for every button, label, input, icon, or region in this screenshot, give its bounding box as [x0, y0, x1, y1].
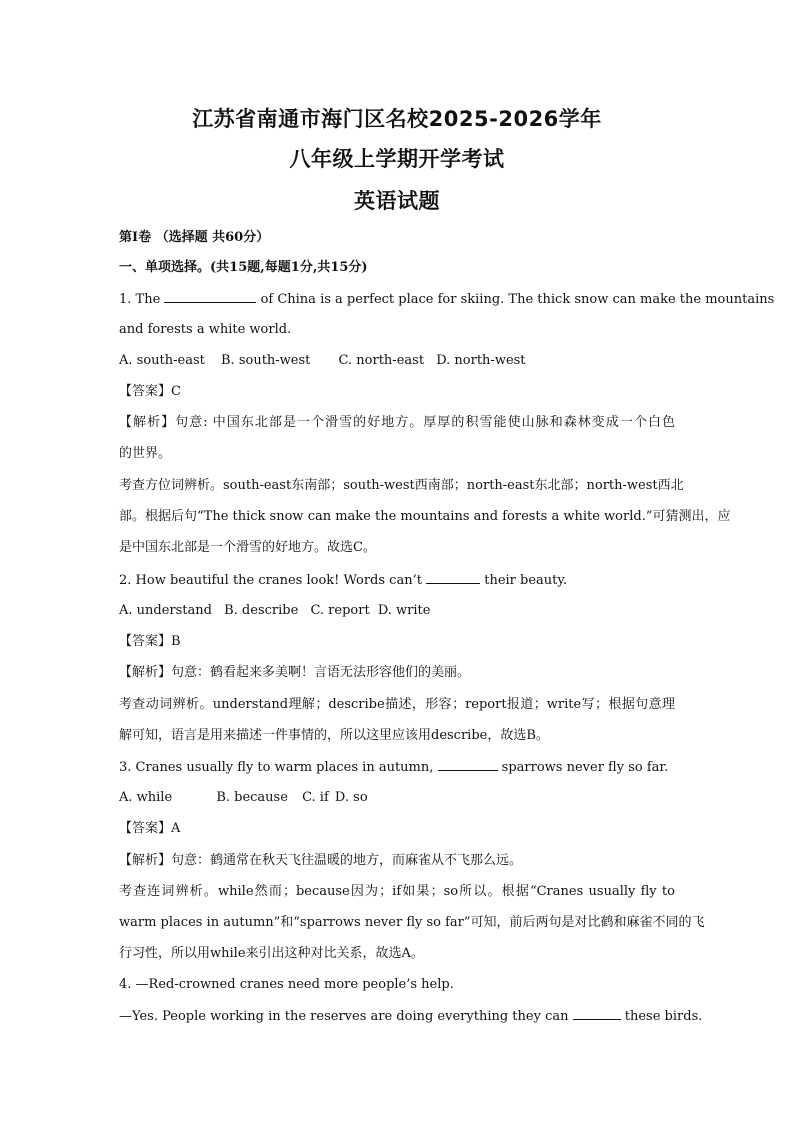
question-2-options: [119, 602, 675, 620]
question-2-stem-pre: 2. How beautiful the cranes look! Words can’t: [119, 573, 422, 588]
question-3-analysis-line-4: 行习性，所以用while来引出这种对比关系，故选A。: [119, 946, 424, 961]
document-title-line-3: 英语试题: [354, 189, 440, 213]
document-title-line-2: 八年级上学期开学考试: [289, 147, 505, 171]
question-3-option-a: A. while: [119, 790, 173, 805]
question-4-stem-line-2: [119, 1007, 703, 1026]
question-1-option-a: A. south-east: [119, 353, 205, 368]
question-1-option-d: D. north-west: [436, 353, 526, 368]
question-2-stem-post: their beauty.: [484, 573, 568, 588]
question-3-options: [119, 789, 675, 807]
question-3-answer: 【答案】A: [119, 821, 181, 836]
question-2-analysis-line-3: 解可知，语言是用来描述一件事情的，所以这里应该用describe，故选B。: [119, 728, 549, 743]
question-3-analysis-line-2: 考查连词辨析。while然而；because因为；if如果；so所以。根据“Cranes usually fly to: [119, 884, 675, 899]
question-3-stem-pre: 3. Cranes usually fly to warm places in autumn,: [119, 760, 434, 775]
question-1-stem-post: of China is a perfect place for skiing. The thick snow can make the mountains: [260, 292, 775, 307]
question-2-option-a: A. understand: [119, 603, 212, 618]
question-3-blank: [438, 758, 498, 771]
question-3-stem: [119, 758, 675, 777]
question-3-option-b: B. because: [216, 790, 288, 805]
question-4-blank: [573, 1007, 621, 1020]
question-1-stem: [119, 290, 775, 309]
question-3-analysis-line-3: warm places in autumn”和“sparrows never fly so far”可知，前后两句是对比鹤和麻雀不同的飞: [119, 915, 705, 930]
question-1-analysis-line-4: 部。根据后句“The thick snow can make the mountains and forests a white world.”可猜测出，应: [119, 509, 731, 524]
question-1-options: [119, 352, 675, 370]
question-1-option-c: C. north-east: [338, 353, 425, 368]
question-1-analysis-line-3: 考查方位词辨析。south-east东南部；south-west西南部；north-east东北部；north-west西北: [119, 478, 684, 493]
question-3-option-d: D. so: [334, 790, 368, 805]
question-2-analysis-line-2: 考查动词辨析。understand理解；describe描述，形容；report报道；write写；根据句意理: [119, 697, 675, 712]
question-1-option-b: B. south-west: [221, 353, 311, 368]
question-2-blank: [426, 571, 480, 584]
question-1-stem-pre: 1. The: [119, 292, 161, 307]
document-title-line-1: 江苏省南通市海门区名校2025-2026学年: [192, 107, 602, 131]
question-1-stem-continued: and forests a white world.: [119, 322, 292, 337]
question-2-answer: 【答案】B: [119, 634, 181, 649]
question-1-analysis-line-1: 【解析】句意: 中国东北部是一个滑雪的好地方。厚厚的积雪能使山脉和森林变成一个白色: [119, 415, 675, 430]
question-3-stem-post: sparrows never fly so far.: [501, 760, 669, 775]
question-2-option-b: B. describe: [224, 603, 299, 618]
question-3-option-c: C. if: [302, 790, 329, 805]
paper-part-label: 第Ⅰ卷 （选择题 共60分）: [119, 230, 270, 245]
question-1-analysis-line-2: 的世界。: [119, 446, 172, 461]
question-2-option-d: D. write: [377, 603, 431, 618]
question-2-option-c: C. report: [310, 603, 370, 618]
question-4-stem-line-1: 4. —Red-crowned cranes need more people’s help.: [119, 977, 454, 992]
question-2-stem: [119, 571, 675, 590]
question-1-analysis-line-5: 是中国东北部是一个滑雪的好地方。故选C。: [119, 540, 376, 555]
question-3-analysis-line-1: 【解析】句意：鹤通常在秋天飞往温暖的地方，而麻雀从不飞那么远。: [119, 853, 523, 868]
question-4-stem-pre: —Yes. People working in the reserves are doing everything they can: [119, 1009, 569, 1024]
question-4-stem-post: these birds.: [624, 1009, 703, 1024]
question-1-blank: [164, 290, 256, 303]
question-1-answer: 【答案】C: [119, 384, 181, 399]
section-heading: 一、单项选择。(共15题,每题1分,共15分): [119, 260, 368, 275]
question-2-analysis-line-1: 【解析】句意：鹤看起来多美啊！言语无法形容他们的美丽。: [119, 665, 471, 680]
